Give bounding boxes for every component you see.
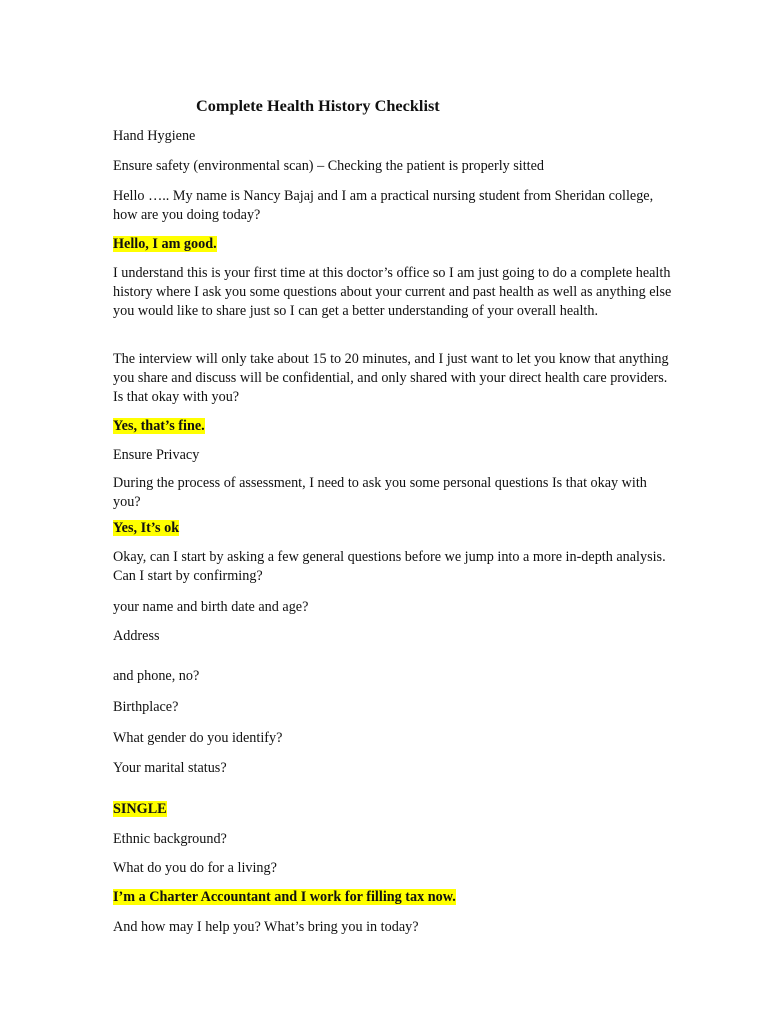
patient-response: SINGLE bbox=[113, 801, 167, 817]
patient-response: Yes, that’s fine. bbox=[113, 418, 205, 434]
paragraph-ensure-privacy: Ensure Privacy bbox=[113, 447, 200, 463]
patient-response: Hello, I am good. bbox=[113, 236, 217, 252]
question-phone: and phone, no? bbox=[113, 668, 200, 684]
question-occupation: What do you do for a living? bbox=[113, 860, 277, 876]
question-ethnic-background: Ethnic background? bbox=[113, 831, 227, 847]
patient-response: Yes, It’s ok bbox=[113, 520, 180, 536]
document-title: Complete Health History Checklist bbox=[196, 96, 440, 115]
question-birthplace: Birthplace? bbox=[113, 699, 179, 715]
question-name: your name and birth date and age? bbox=[113, 599, 309, 615]
paragraph-assessment: During the process of assessment, I need to ask you some personal questions Is that okay with you? bbox=[113, 475, 647, 510]
paragraph-confidentiality: The interview will only take about 15 to 20 minutes, and I just want to let you know that anything you share and discuss will be confidential, and only shared with your direct health care providers. Is that okay with you? bbox=[113, 351, 669, 405]
paragraph-introduction: Hello ….. My name is Nancy Bajaj and I am a practical nursing student from Sheridan college, how are you doing today? bbox=[113, 188, 654, 223]
paragraph-general-questions: Okay, can I start by asking a few general questions before we jump into a more in-depth analysis. Can I start by confirming? bbox=[113, 549, 666, 584]
question-address: Address bbox=[113, 628, 160, 644]
paragraph-ensure-safety: Ensure safety (environmental scan) – Checking the patient is properly sitted bbox=[113, 158, 545, 174]
paragraph-explanation: I understand this is your first time at this doctor’s office so I am just going to do a complete health history where I ask you some questions about your current and past health as well as anything else you would like to share just so I can get a better understanding of your overall health. bbox=[113, 265, 672, 319]
question-reason-for-visit: And how may I help you? What’s bring you in today? bbox=[113, 919, 419, 935]
question-gender: What gender do you identify? bbox=[113, 730, 283, 746]
patient-response: I’m a Charter Accountant and I work for filling tax now. bbox=[113, 889, 456, 905]
paragraph-hand-hygiene: Hand Hygiene bbox=[113, 128, 196, 144]
question-marital-status: Your marital status? bbox=[113, 760, 227, 776]
